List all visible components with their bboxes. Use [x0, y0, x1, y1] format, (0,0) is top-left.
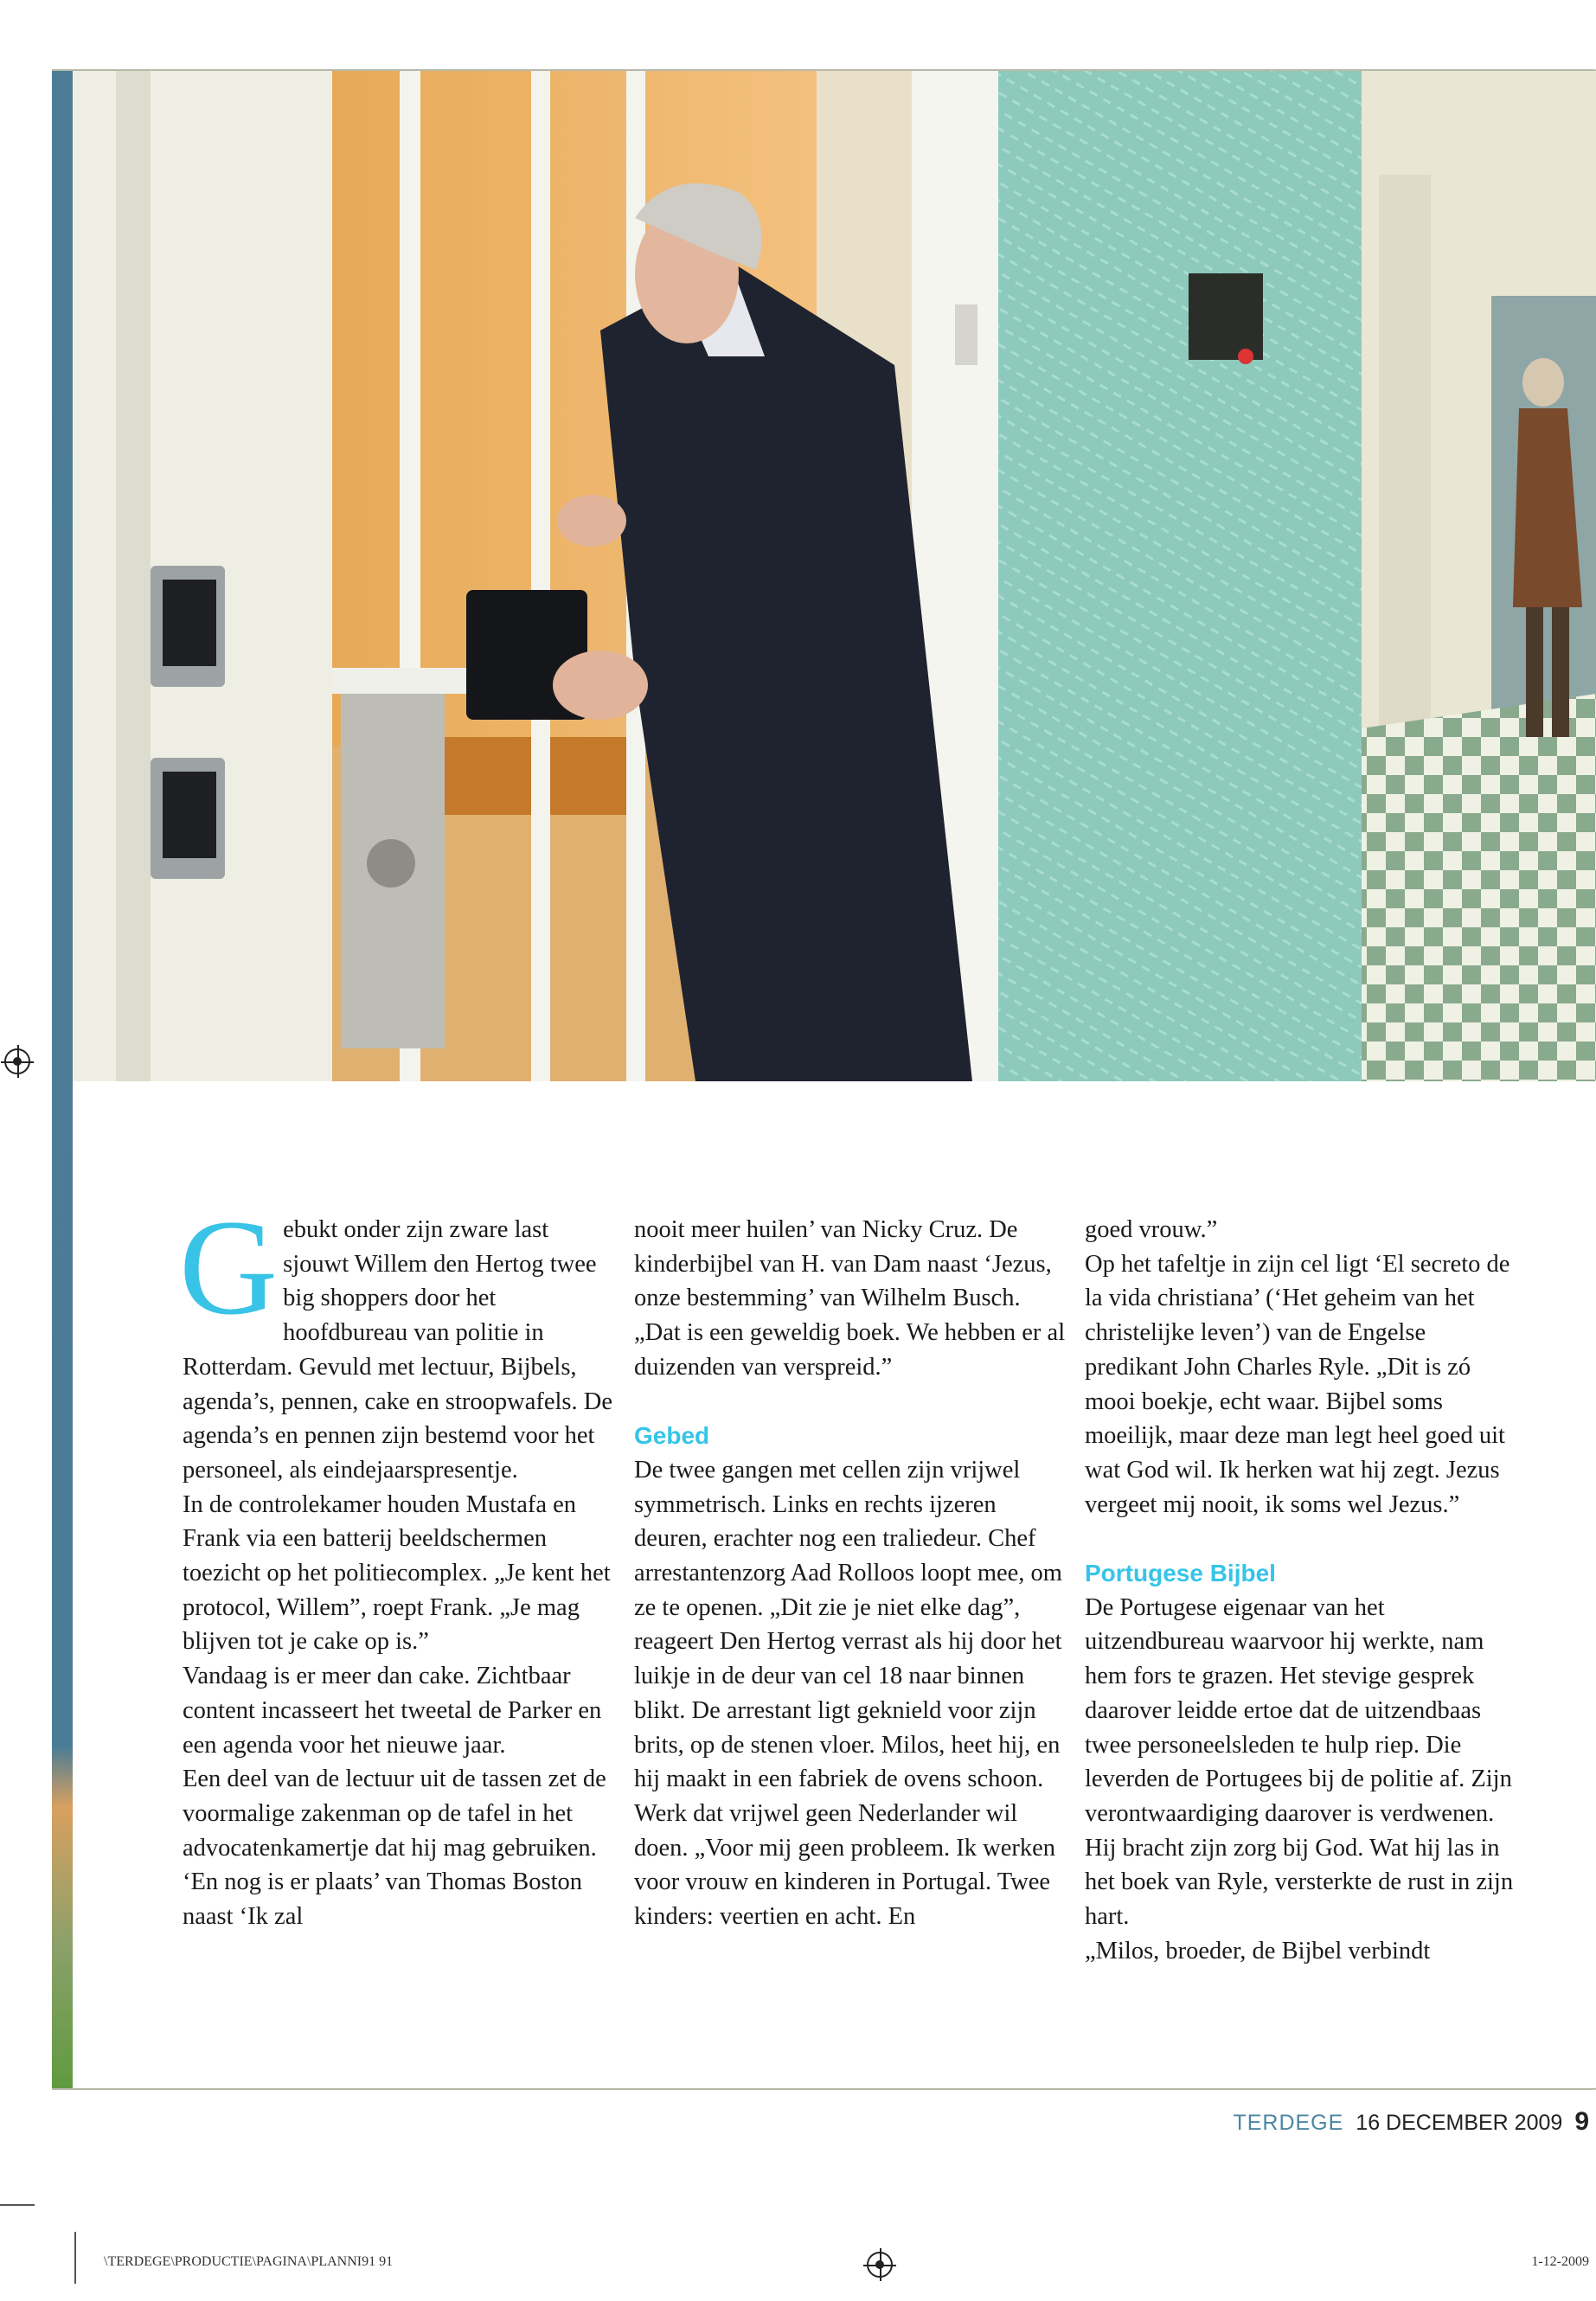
article-photo: [73, 71, 1596, 1081]
page-number: 9: [1574, 2107, 1589, 2136]
paragraph: Een deel van de lectuur uit de tassen zet de voormalige zakenman op de tafel in het advocatenkamertje dat hij mag gebruiken. ‘En nog is er plaats’ van Thomas Boston naast ‘Ik zal: [183, 1766, 606, 1931]
paragraph: De Portugese eigenaar van het uitzendbureau waarvoor hij werkte, nam hem fors te grazen. Het stevige gesprek daarover leidde ertoe dat de uitzendbaas twee personeelsleden te hulp riep. Die leverden de Portugees bij de politie af. Zijn verontwaardiging daarover is verdwenen. Hij bracht zijn zorg bij God. Wat hij las in het boek van Ryle, versterkte de rust in zijn hart.: [1085, 1593, 1514, 1931]
lead-paragraph: Gebukt onder zijn zware last sjouwt Willem den Hertog twee big shoppers door het hoofdbureau van politie in Rotterdam. Gevuld met lectuur, Bijbels, agenda’s, pennen, cake en stroopwafels. De agenda’s en pennen zijn bestemd voor het personeel, als eindejaarspresentje.: [179, 1192, 612, 1484]
print-slug-date: 1-12-2009: [1531, 2254, 1589, 2269]
paragraph: In de controlekamer houden Mustafa en Frank via een batterij beeldschermen toezicht op het politiecomplex. „Je kent het protocol, Willem”, roept Frank. „Je mag blijven tot je cake op is.”: [183, 1490, 611, 1656]
subheading-portugese-bijbel: Portugese Bijbel: [1085, 1560, 1276, 1587]
page-footer: [1233, 2107, 1589, 2137]
issue-date: 16 DECEMBER 2009: [1356, 2111, 1563, 2135]
paragraph: „Milos, broeder, de Bijbel verbindt: [1085, 1937, 1431, 1965]
paragraph: nooit meer huilen’ van Nicky Cruz. De kinderbijbel van H. van Dam naast ‘Jezus, onze bestemming’ van Wilhelm Busch. „Dat is een geweldig boek. We hebben er al duizenden van verspreid.”: [634, 1216, 1066, 1381]
magazine-name: TERDEGE: [1233, 2111, 1344, 2135]
drop-cap: G: [179, 1192, 279, 1343]
paragraph: De twee gangen met cellen zijn vrijwel symmetrisch. Links en rechts ijzeren deuren, erachter nog een traliedeur. Chef arrestantenzorg Aad Rolloos loopt mee, om ze te openen. „Dit zie je niet elke dag”, reageert Den Hertog verrast als hij door het luikje in de deur van cel 18 naar binnen blikt. De arrestant ligt geknield voor zijn brits, op de stenen vloer. Milos, heet hij, en hij maakt in een fabriek de ovens schoon. Werk dat vrijwel geen Nederlander wil doen. „Voor mij geen probleem. Ik werken voor vrouw en kinderen in Portugal. Twee kinders: veertien en acht. En: [634, 1456, 1062, 1931]
paragraph: goed vrouw.”: [1085, 1216, 1218, 1243]
paragraph: Op het tafeltje in zijn cel ligt ‘El secreto de la vida christiana’ (‘Het geheim van het christelijke leven’) van de Engelse predikant John Charles Ryle. „Dit is zó mooi boekje, echt waar. Bijbel soms moeilijk, maar deze man legt heel goed uit wat God wil. Ik herken wat hij zegt. Jezus vergeet mij nooit, ik soms wel Jezus.”: [1085, 1250, 1510, 1518]
article-column-1: [179, 1192, 615, 1934]
article-column-2: [634, 1213, 1067, 1934]
subheading-gebed: Gebed: [634, 1422, 710, 1450]
print-slug-path: \TERDEGE\PRODUCTIE\PAGINA\PLANNI91 91: [104, 2254, 394, 2269]
registration-mark-bottom: [867, 2252, 893, 2278]
crop-mark: [74, 2232, 76, 2284]
paragraph: Vandaag is er meer dan cake. Zichtbaar content incasseert het tweetal de Parker en een agenda voor het nieuwe jaar.: [183, 1663, 602, 1759]
article-column-3: [1085, 1213, 1517, 1968]
crop-mark: [0, 2204, 35, 2206]
registration-mark-left: [4, 1048, 30, 1074]
